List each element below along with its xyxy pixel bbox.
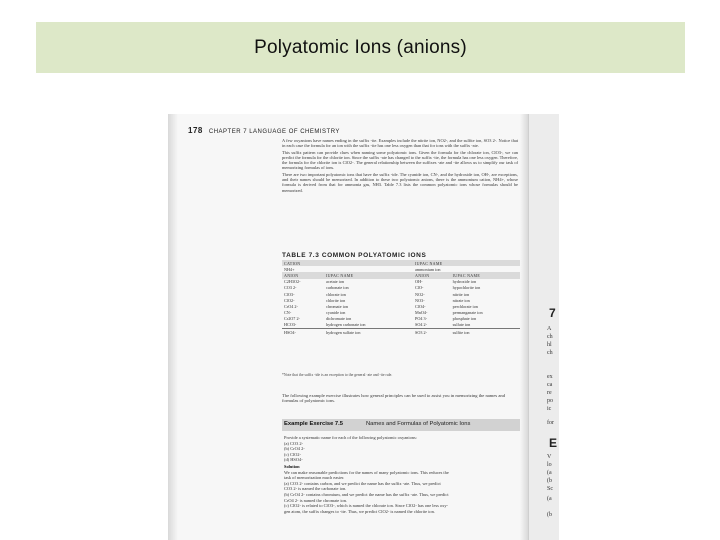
- example-exercise-title: Names and Formulas of Polyatomic Ions: [366, 421, 471, 427]
- right-page-fragment: ch: [547, 334, 553, 340]
- table-title: TABLE 7.3 COMMON POLYATOMIC IONS: [282, 252, 427, 259]
- right-page-fragment: re: [547, 390, 552, 396]
- table-cell: HSO4-: [282, 329, 324, 336]
- table-cell: OH-: [415, 279, 423, 285]
- table-cell: CrO4 2-: [284, 303, 298, 309]
- slide-title: Polyatomic Ions (anions): [254, 36, 467, 58]
- solution-line: gen atom, the suffix changes to -ite. Thus, we predict ClO2- is named the chlorite ion.: [284, 508, 435, 514]
- right-page-fragment: ex: [547, 374, 553, 380]
- right-page-fragment: hl: [547, 342, 552, 348]
- right-page-fragment: Sc: [547, 486, 553, 492]
- table-cell: SO3 2-: [413, 329, 451, 336]
- table-cell: cyanide ion: [325, 310, 346, 316]
- solution-line: We can make reasonable predictions for the names of many polyatomic ions. This reduces the: [284, 469, 449, 475]
- right-page-fragment: (a: [547, 496, 552, 502]
- table-header-cell: IUPAC NAME: [324, 272, 413, 278]
- right-page-fragment: 7: [549, 306, 556, 320]
- table-cell: chlorate ion: [325, 291, 346, 297]
- table-cell: hydrogen sulfate ion: [324, 329, 413, 336]
- right-page-fragment: (b: [547, 478, 552, 484]
- right-page-fragment: V: [547, 454, 552, 460]
- example-item: (c) ClO2-: [284, 451, 301, 457]
- table-cell: phosphate ion: [452, 316, 477, 322]
- table-cell: SO4 2-: [415, 322, 428, 328]
- example-prompt: Provide a systematic name for each of the following polyatomic oxyanions:: [284, 435, 417, 440]
- table-row: [282, 329, 520, 336]
- right-page-fragment: (b: [547, 512, 552, 518]
- table-cell: CO3 2-: [284, 285, 297, 291]
- table-cell: HCO3-: [284, 322, 297, 328]
- table-cell: acetate ion: [325, 279, 345, 285]
- table-cell: dichromate ion: [325, 316, 352, 322]
- table-cell: ClO2-: [284, 297, 295, 303]
- example-exercise-label: Example Exercise 7.5: [284, 421, 343, 427]
- table-cell: ammonium ion: [415, 266, 441, 272]
- polyatomic-ions-table: [282, 260, 520, 335]
- right-page-fragment: ic: [547, 406, 552, 412]
- table-cell: nitrate ion: [452, 297, 470, 303]
- solution-line: (c) ClO2- is related to ClO3-, which is named the chlorate ion. Since ClO2- has one less oxy-: [284, 503, 449, 509]
- table-cell: sulfate ion: [452, 322, 471, 328]
- example-intro-text: The following example exercise illustrates how general principles can be used to assist you in memorizing the names and formulas of polyatomic ions.: [282, 393, 505, 404]
- paragraph-2: This suffix pattern can provide clues when naming some polyatomic ions. Given the formula for the chlorate ion, ClO3-, we can predict the formula for the chlorite ion. Since the suffix -ate has changed to the suffix -ite, the formula has one less oxygen. Therefore, the formula for the chlorite ion is ClO2-. The general relationship between the suffixes -ate and -ite allows us to simplify our task of memorizing formulas of ions.: [282, 149, 518, 171]
- right-page-fragment: lo: [547, 462, 552, 468]
- table-cell: ClO3-: [284, 291, 295, 297]
- table-header-cell: IUPAC NAME: [451, 272, 520, 278]
- solution-line: CO3 2- is named the carbonate ion.: [284, 486, 347, 492]
- table-cell: chromate ion: [325, 303, 348, 309]
- table-cell: NO3-: [415, 297, 425, 303]
- table-cell: perchlorate ion: [452, 303, 478, 309]
- table-cell: permanganate ion: [452, 310, 483, 316]
- solution-line: CrO4 2- is named the chromate ion.: [284, 497, 348, 503]
- example-exercise-body: [284, 435, 520, 514]
- table-cell: chlorite ion: [325, 297, 346, 303]
- table-cell: ClO4-: [415, 303, 426, 309]
- table-header-cell: IUPAC NAME: [413, 260, 520, 266]
- table-cell: hydroxide ion: [452, 279, 477, 285]
- table-cell: nitrite ion: [452, 291, 470, 297]
- paragraph-1: A few oxyanions have names ending in the suffix -ite. Examples include the nitrite ion, NO2-, and the sulfite ion, SO3 2-. Notice that in each case the formula for an ion with the suffix -ite has one less oxygen than that for ions with the suffix -ate.: [282, 138, 518, 149]
- example-item: (d) HSO4-: [284, 457, 303, 463]
- solution-line: (a) CO3 2- contains carbon, and we predict the name has the suffix -ate. Thus, we predict: [284, 480, 441, 486]
- adjacent-page-edge: [528, 114, 559, 540]
- running-head: [188, 126, 340, 135]
- table-cell: hydrogen carbonate ion: [325, 322, 366, 328]
- example-exercise-banner: [282, 419, 520, 431]
- table-cell: CN-: [284, 310, 292, 316]
- scanned-textbook-page: [168, 114, 528, 540]
- table-header-cell: ANION: [282, 272, 324, 278]
- table-cell: carbonate ion: [325, 285, 349, 291]
- right-page-fragment: ca: [547, 382, 553, 388]
- table-cell: MnO4-: [415, 310, 428, 316]
- table-cell: NO2-: [415, 291, 425, 297]
- right-page-fragment: E: [549, 436, 558, 450]
- table-footnote: *Note that the suffix -ide is an exception to the general -ate and -ite rule.: [282, 373, 393, 377]
- table-cell: PO4 3-: [415, 316, 428, 322]
- paragraph-3: There are two important polyatomic ions that have the suffix -ide. The cyanide ion, CN-, and the hydroxide ion, OH-, are exceptions, and their names should be memorized. In addition to these two polyatomic anions, there is the ammonium cation, NH4+, whose formula is derived from that for ammonia gas, NH3. Table 7.3 lists the common polyatomic ions whose formulas should be memorized.: [282, 171, 518, 193]
- solution-line: task of memorization much easier.: [284, 475, 345, 481]
- page-number: 178: [188, 126, 203, 135]
- page-gutter-shadow: [168, 114, 178, 540]
- right-page-fragment: ch: [547, 350, 553, 356]
- right-page-fragment: for: [547, 420, 554, 426]
- table-row: [282, 322, 520, 329]
- example-item: (a) CO3 2-: [284, 440, 304, 446]
- chapter-heading: CHAPTER 7 LANGUAGE OF CHEMISTRY: [208, 129, 340, 135]
- right-page-fragment: po: [547, 398, 553, 404]
- table-cell: hypochlorite ion: [452, 285, 481, 291]
- right-page-fragment: A: [547, 326, 552, 332]
- table-cell: ClO-: [415, 285, 424, 291]
- example-item: (b) CrO4 2-: [284, 446, 305, 452]
- slide-title-bar: [36, 22, 685, 73]
- table-cell: NH4+: [284, 266, 295, 272]
- right-page-fragment: (a: [547, 470, 552, 476]
- table-header-cell: ANION: [413, 272, 451, 278]
- solution-heading: Solution: [284, 463, 300, 469]
- table-cell: C2H3O2-: [284, 279, 301, 285]
- table-cell: sulfite ion: [451, 329, 520, 336]
- body-text: [282, 138, 518, 194]
- table-cell: Cr2O7 2-: [284, 316, 300, 322]
- table-header-cell: CATION: [282, 260, 413, 266]
- solution-line: (b) CrO4 2- contains chromium, and we predict the name has the suffix -ate. Thus, we predict: [284, 491, 449, 497]
